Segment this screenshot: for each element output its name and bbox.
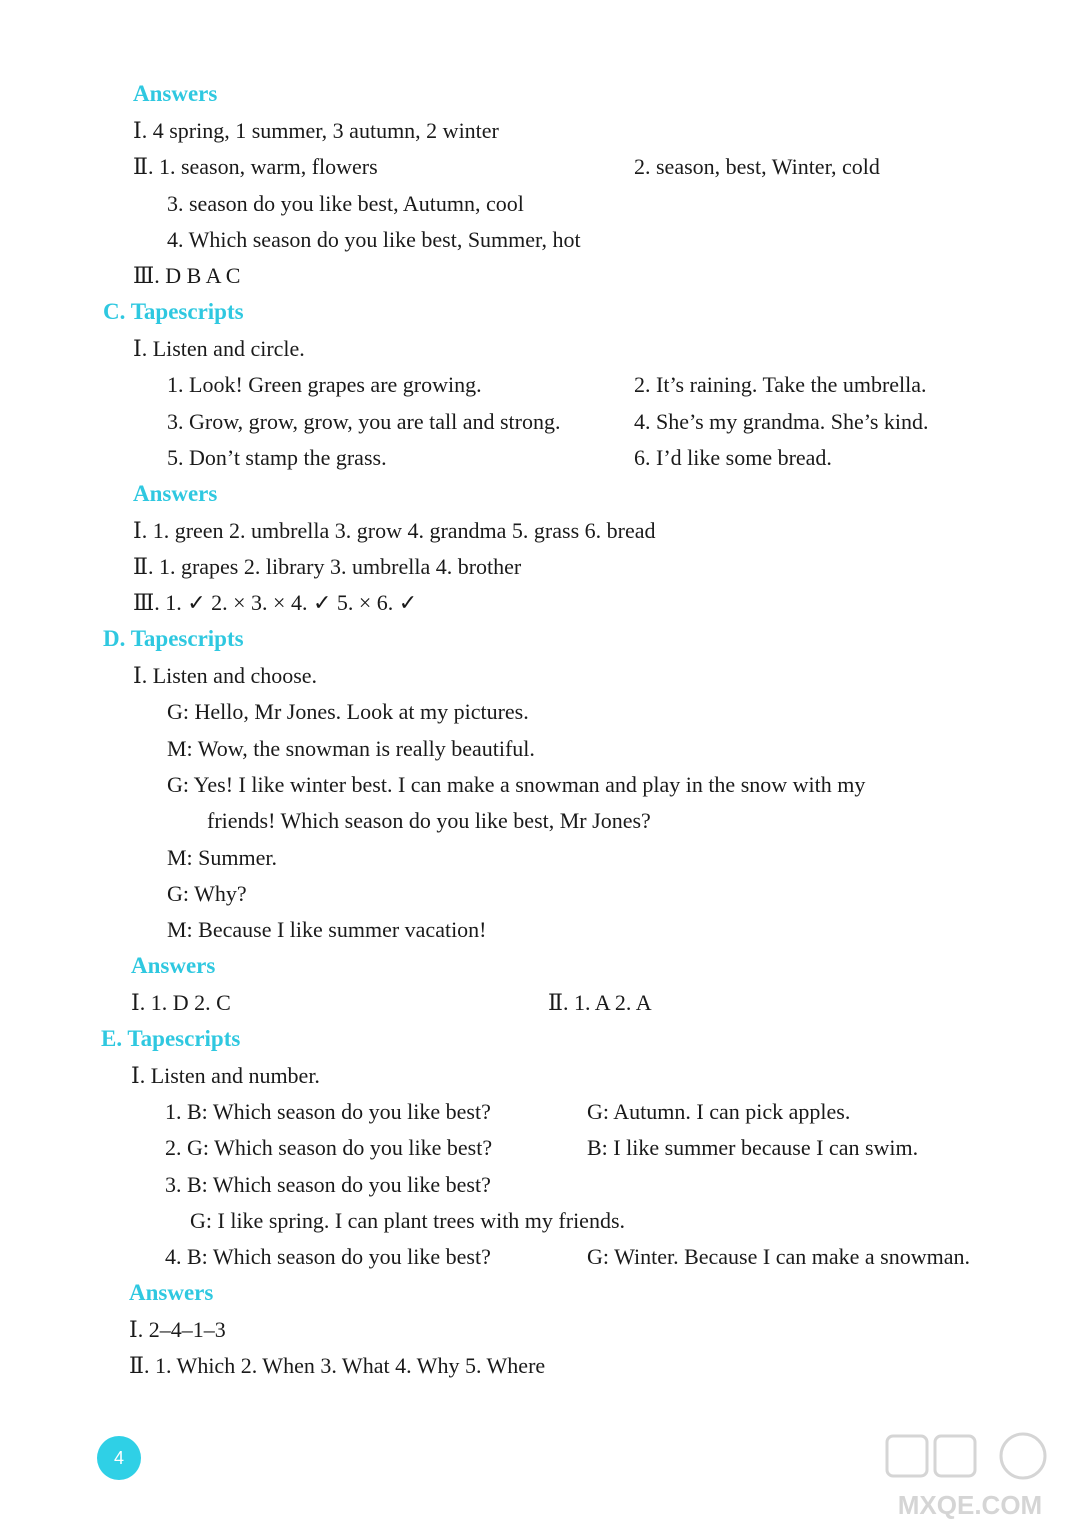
watermark-logo — [881, 1430, 1059, 1528]
answers-heading: Answers — [133, 81, 218, 106]
tapescript-item: 1. B: Which season do you like best? — [165, 1099, 491, 1124]
dialog-line: G: Yes! I like winter best. I can make a snowman and play in the snow with my — [167, 772, 866, 797]
tapescript-item: G: Winter. Because I can make a snowman. — [587, 1244, 970, 1269]
tapescript-item: 2. It’s raining. Take the umbrella. — [634, 372, 927, 397]
tapescript-item: 4. She’s my grandma. She’s kind. — [634, 409, 929, 434]
instruction: Ⅰ. Listen and choose. — [133, 663, 318, 688]
page-number-badge: 4 — [97, 1436, 141, 1480]
section-heading: C. Tapescripts — [103, 299, 244, 324]
answer-line: Ⅲ. 1. ✓ 2. × 3. × 4. ✓ 5. × 6. ✓ — [133, 590, 418, 615]
tapescript-item: 4. B: Which season do you like best? — [165, 1244, 491, 1269]
answer-line: Ⅲ. D B A C — [133, 263, 241, 288]
answer-line: Ⅱ. 1. A 2. A — [548, 990, 652, 1015]
dialog-line: G: Why? — [167, 881, 247, 906]
answer-line: Ⅱ. 1. season, warm, flowers — [133, 154, 378, 179]
tapescript-item: 3. Grow, grow, grow, you are tall and strong. — [167, 409, 561, 434]
dialog-line: M: Wow, the snowman is really beautiful. — [167, 736, 535, 761]
tapescript-item: 1. Look! Green grapes are growing. — [167, 372, 482, 397]
answer-line: Ⅱ. 1. grapes 2. library 3. umbrella 4. brother — [133, 554, 522, 579]
tapescript-item: 6. I’d like some bread. — [634, 445, 832, 470]
answer-line: Ⅱ. 1. Which 2. When 3. What 4. Why 5. Where — [129, 1353, 546, 1378]
answer-line: 3. season do you like best, Autumn, cool — [167, 191, 524, 216]
tapescript-item: G: Autumn. I can pick apples. — [587, 1099, 851, 1124]
answer-line: Ⅰ. 1. green 2. umbrella 3. grow 4. grandma 5. grass 6. bread — [133, 518, 656, 543]
instruction: Ⅰ. Listen and circle. — [133, 336, 305, 361]
answer-line: Ⅰ. 1. D 2. C — [131, 990, 231, 1015]
answers-heading: Answers — [129, 1280, 214, 1305]
dialog-line: M: Because I like summer vacation! — [167, 917, 487, 942]
instruction: Ⅰ. Listen and number. — [131, 1063, 320, 1088]
answer-line: Ⅰ. 4 spring, 1 summer, 3 autumn, 2 winter — [133, 118, 499, 143]
tapescript-item: 3. B: Which season do you like best? — [165, 1172, 491, 1197]
section-heading: D. Tapescripts — [103, 626, 244, 651]
answers-heading: Answers — [131, 953, 216, 978]
tapescript-item: 2. G: Which season do you like best? — [165, 1135, 493, 1160]
answer-line: Ⅰ. 2–4–1–3 — [129, 1317, 226, 1342]
answer-line: 4. Which season do you like best, Summer, hot — [167, 227, 581, 252]
answers-heading: Answers — [133, 481, 218, 506]
dialog-line: G: Hello, Mr Jones. Look at my pictures. — [167, 699, 529, 724]
answer-line: 2. season, best, Winter, cold — [634, 154, 880, 179]
tapescript-item: G: I like spring. I can plant trees with my friends. — [190, 1208, 626, 1233]
dialog-line: friends! Which season do you like best, Mr Jones? — [207, 808, 651, 833]
section-heading: E. Tapescripts — [101, 1026, 241, 1051]
watermark-text: MXQE.COM — [897, 1490, 1043, 1520]
tapescript-item: B: I like summer because I can swim. — [587, 1135, 919, 1160]
dialog-line: M: Summer. — [167, 845, 278, 870]
tapescript-item: 5. Don’t stamp the grass. — [167, 445, 387, 470]
